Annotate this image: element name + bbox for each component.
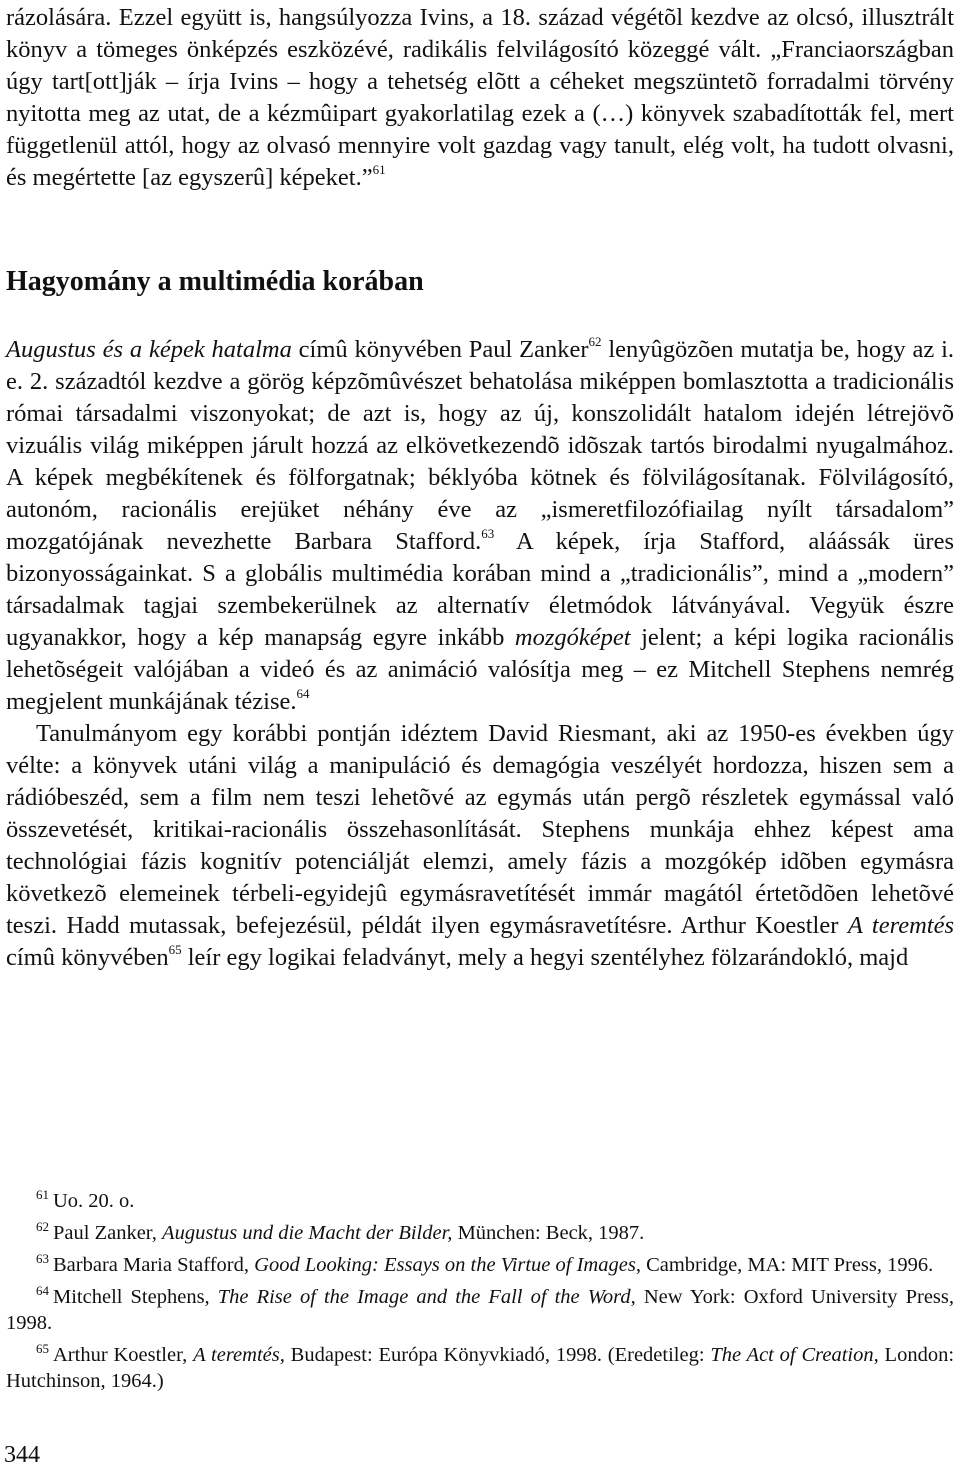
footnote-text: Barbara Maria Stafford,	[53, 1254, 255, 1276]
paragraph-text: lenyûgözõen mutatja be, hogy az i. e. 2. századtól kezdve a görög képzõmûvészet behatolása miképpen bomlasztotta a tradicionális római társadalmi viszonyokat; de azt is, hogy az új, konszolidált hatalom idején létrejövõ vizuális világ miképpen járult hozzá az elkövetkezendõ idõszak tartós birodalmi nyugalmához. A képek megbékítenek és fölforgatnak; béklyóba kötnek és fölvilágosítanak. Fölvilágosító, autonóm, racionális erejüket néhány éve az „ismeretfilozófiailag nyílt társadalom” mozgatójának nevezhette Barbara Stafford.	[6, 336, 954, 555]
paragraph-text: címû könyvében Paul Zanker	[291, 336, 589, 363]
footnote-text: Uo. 20. o.	[53, 1190, 135, 1212]
footnote-number: 62	[36, 1219, 49, 1234]
page-number: 344	[4, 1442, 40, 1468]
footnote-number: 63	[36, 1251, 49, 1266]
paragraph-riesman	[6, 718, 954, 974]
footnote-64	[6, 1278, 954, 1336]
paragraph-text: jelent; a képi logika racionális lehetõségeit valójában a videó és az animáció valósítja meg – ez Mitchell Stephens nemrég megjelent munkájának tézise.	[6, 624, 954, 715]
footnotes-section	[6, 1182, 954, 1394]
footnote-number: 61	[36, 1187, 49, 1202]
footnote-65	[6, 1336, 954, 1394]
paragraph-text: címû könyvében	[6, 944, 169, 971]
footnote-ref-61[interactable]: 61	[372, 162, 386, 177]
book-title: A teremtés	[847, 912, 954, 939]
footnote-title: A teremtés,	[193, 1344, 285, 1366]
footnote-text: London: Hutchinson, 1964.)	[6, 1344, 955, 1392]
paragraph-text: A képek, írja Stafford, aláássák üres bizonyosságainkat. S a globális multimédia korában mind a „tradicionális”, mind a „modern” társadalmak tagjai szembekerülnek az alternatív életmódok látványával. Vegyük észre ugyanakkor, hogy a kép manapság egyre inkább	[6, 528, 954, 651]
footnote-63	[6, 1246, 954, 1278]
section-heading: Hagyomány a multimédia korában	[6, 266, 424, 297]
footnote-text: New York: Oxford University Press, 1998.	[6, 1286, 954, 1334]
paragraph-zanker	[6, 334, 954, 718]
document-page	[6, 0, 955, 1392]
footnote-ref-64[interactable]: 64	[296, 686, 310, 701]
emphasis-text: mozgóképet	[514, 624, 631, 651]
footnote-title: The Act of Creation,	[710, 1344, 879, 1366]
paragraph-text: rázolására. Ezzel együtt is, hangsúlyozza Ivins, a 18. század végétõl kezdve az olcsó, illusztrált könyv a tömeges önképzés eszközévé, radikális felvilágosító közeggé vált. „Franciaországban úgy tart[ott]ják – írja Ivins – hogy a tehetség elõtt a céheket megszüntetõ forradalmi törvény nyitotta meg az utat, de a kézmûipart gyakorlatilag ezek a (…) könyvek szabadították fel, mert függetlenül attól, hogy az olvasó mennyire volt gazdag vagy tanult, elég volt, ha tudott olvasni, és megértette [az egyszerû] képeket.”	[6, 4, 954, 191]
book-title: Augustus és a képek hatalma	[6, 336, 292, 363]
paragraph-text: Tanulmányom egy korábbi pontján idéztem David Riesmant, aki az 1950-es években úgy vélte: a könyvek utáni világ a manipuláció és demagógia veszélyét hordozza, hiszen sem a rádióbeszéd, sem a film nem teszi lehetõvé az egymás után pergõ részletek egymással való összevetését, kritikai-racionális összehasonlítását. Stephens munkája ehhez képest ama technológiai fázis kognitív potenciálját elemzi, amely fázis a mozgókép idõben egymásra következõ elemeinek térbeli-egyidejû egymásravetítését immár magától értetõdõen lehetõvé teszi. Hadd mutassak, befejezésül, példát ilyen egymásravetítésre. Arthur Koestler	[6, 720, 954, 939]
footnote-61	[6, 1182, 954, 1214]
footnote-text: München: Beck, 1987.	[452, 1222, 645, 1244]
footnote-number: 65	[36, 1341, 49, 1356]
footnote-text: Cambridge, MA: MIT Press, 1996.	[640, 1254, 934, 1276]
footnote-title: The Rise of the Image and the Fall of the Word,	[217, 1286, 636, 1308]
paragraph-text: leír egy logikai feladványt, mely a hegyi szentélyhez fölzarándokló, majd	[181, 944, 909, 971]
footnote-text: Arthur Koestler,	[53, 1344, 194, 1366]
paragraph-intro-quote	[6, 2, 954, 194]
footnote-ref-63[interactable]: 63	[481, 526, 495, 541]
footnote-text: Budapest: Európa Könyvkiadó, 1998. (Eredetileg:	[284, 1344, 711, 1366]
footnote-ref-62[interactable]: 62	[588, 334, 602, 349]
footnote-number: 64	[36, 1283, 49, 1298]
footnote-title: Good Looking: Essays on the Virtue of Images,	[254, 1254, 641, 1276]
footnote-text: Mitchell Stephens,	[53, 1286, 218, 1308]
footnote-62	[6, 1214, 954, 1246]
footnote-ref-65[interactable]: 65	[168, 942, 182, 957]
footnote-text: Paul Zanker,	[53, 1222, 163, 1244]
footnote-title: Augustus und die Macht der Bilder,	[162, 1222, 453, 1244]
